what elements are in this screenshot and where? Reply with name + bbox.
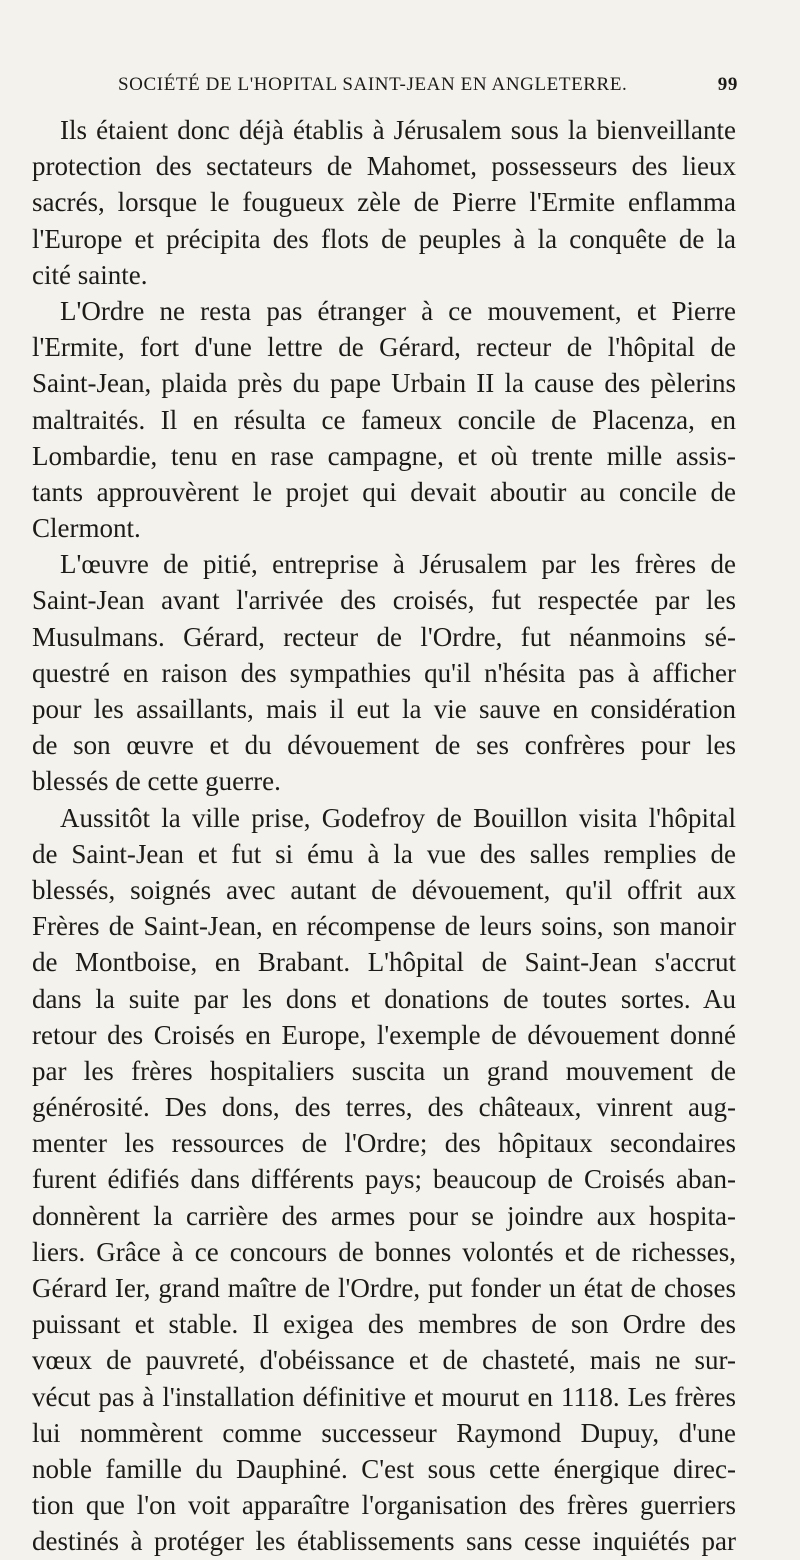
text-line: lui nommèrent comme successeur Raymond Dupuy, d'une	[32, 1417, 736, 1448]
text-line: tants approuvèrent le projet qui devait aboutir au concile de	[32, 476, 736, 507]
text-line: Lombardie, tenu en rase campagne, et où trente mille assis-	[32, 440, 736, 471]
text-line: Saint-Jean, plaida près du pape Urbain II la cause des pèlerins	[32, 368, 736, 399]
text-line: sacrés, lorsque le fougueux zèle de Pierre l'Ermite enflamma	[32, 187, 736, 218]
text-line: blessés, soignés avec autant de dévouement, qu'il offrit aux	[32, 874, 736, 905]
text-line: pour les assaillants, mais il eut la vie sauve en considération	[32, 694, 736, 724]
text-line: de son œuvre et du dévouement de ses confrères pour les	[32, 730, 736, 761]
running-header	[118, 74, 738, 102]
text-line: menter les ressources de l'Ordre; des hôpitaux secondaires	[32, 1128, 736, 1159]
text-line: Frères de Saint-Jean, en récompense de leurs soins, son manoir	[32, 911, 736, 942]
text-line: furent édifiés dans différents pays; beaucoup de Croisés aban-	[32, 1164, 736, 1195]
text-line: cité sainte.	[32, 259, 148, 290]
paragraph-first-line: L'Ordre ne resta pas étranger à ce mouvement, et Pierre	[60, 295, 736, 326]
text-line: Musulmans. Gérard, recteur de l'Ordre, fut néanmoins sé-	[32, 621, 736, 652]
text-line: l'Europe et précipita des flots de peuples à la conquête de la	[32, 223, 736, 254]
text-line: protection des sectateurs de Mahomet, possesseurs des lieux	[32, 151, 736, 182]
text-line: donnèrent la carrière des armes pour se joindre aux hospita-	[32, 1200, 736, 1231]
text-line: destinés à protéger les établissements sans cesse inquiétés par	[32, 1526, 736, 1557]
text-line: l'Ermite, fort d'une lettre de Gérard, recteur de l'hôpital de	[32, 332, 736, 363]
text-line: de Montboise, en Brabant. L'hôpital de Saint-Jean s'accrut	[32, 947, 736, 978]
running-title: SOCIÉTÉ DE L'HOPITAL SAINT-JEAN EN ANGLETERRE.	[118, 74, 628, 95]
text-line: retour des Croisés en Europe, l'exemple de dévouement donné	[32, 1019, 736, 1050]
text-line: Saint-Jean avant l'arrivée des croisés, fut respectée par les	[32, 585, 736, 616]
text-line: par les frères hospitaliers suscita un grand mouvement de	[32, 1055, 736, 1086]
text-line: blessés de cette guerre.	[32, 766, 281, 797]
text-line: tion que l'on voit apparaître l'organisation des frères guerriers	[32, 1490, 736, 1521]
text-line: générosité. Des dons, des terres, des châteaux, vinrent aug-	[32, 1092, 736, 1123]
text-line: noble famille du Dauphiné. C'est sous cette énergique direc-	[32, 1453, 736, 1484]
text-line: liers. Grâce à ce concours de bonnes volontés et de richesses,	[32, 1236, 736, 1267]
text-line: puissant et stable. Il exigea des membres de son Ordre des	[32, 1309, 736, 1340]
text-line: vœux de pauvreté, d'obéissance et de chasteté, mais ne sur-	[32, 1345, 736, 1376]
body-text	[32, 112, 736, 1560]
text-line: vécut pas à l'installation définitive et mourut en 1118. Les frères	[32, 1381, 736, 1412]
page-number: 99	[717, 74, 738, 95]
text-line: dans la suite par les dons et donations de toutes sortes. Au	[32, 983, 736, 1014]
paragraph-first-line: L'œuvre de pitié, entreprise à Jérusalem par les frères de	[60, 549, 736, 580]
paragraph-first-line: Aussitôt la ville prise, Godefroy de Bouillon visita l'hôpital	[60, 802, 736, 833]
text-line: maltraités. Il en résulta ce fameux concile de Placenza, en	[32, 404, 736, 435]
text-line: questré en raison des sympathies qu'il n'hésita pas à afficher	[32, 657, 736, 688]
text-line: Gérard Ier, grand maître de l'Ordre, put fonder un état de choses	[32, 1273, 736, 1303]
paragraph-first-line: Ils étaient donc déjà établis à Jérusalem sous la bienveillante	[60, 115, 736, 145]
text-line: de Saint-Jean et fut si ému à la vue des salles remplies de	[32, 838, 736, 869]
text-line: Clermont.	[32, 513, 141, 544]
